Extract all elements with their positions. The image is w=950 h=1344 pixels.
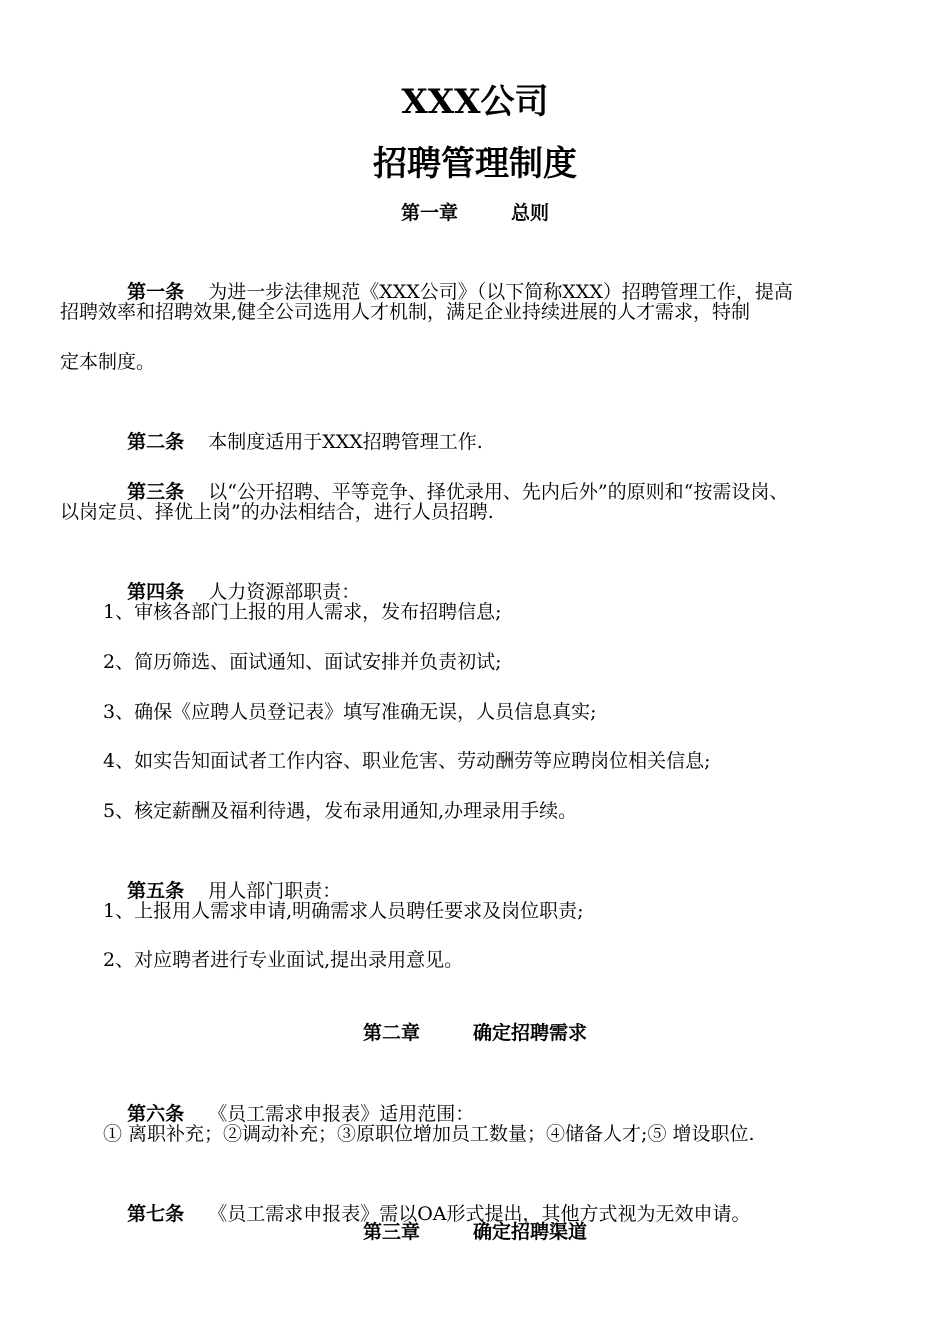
list-item: ① 离职补充；②调动补充；③原职位增加员工数量；④储备人才;⑤ 增设职位. (103, 1123, 755, 1145)
article-label: 第六条 (127, 1103, 185, 1125)
article-label: 第七条 (127, 1203, 185, 1225)
chapter-heading: 第三章 确定招聘渠道 (363, 1221, 587, 1243)
article-text: 用人部门职责： (208, 880, 342, 902)
list-item: 2、简历筛选、面试通知、面试安排并负责初试; (103, 651, 502, 673)
article-text: 本制度适用于XXX招聘管理工作. (208, 431, 483, 453)
document-title: 招聘管理制度 (373, 144, 577, 184)
article-label: 第三条 (127, 481, 185, 503)
article-label: 第二条 (127, 431, 185, 453)
article-text: 《员工需求申报表》适用范围： (208, 1103, 475, 1125)
list-item: 3、确保《应聘人员登记表》填写准确无误，人员信息真实; (103, 701, 597, 723)
company-title: XXX公司 (401, 82, 549, 122)
list-item: 1、上报用人需求申请,明确需求人员聘任要求及岗位职责; (103, 900, 584, 922)
article-label: 第四条 (127, 581, 185, 603)
chapter-heading: 第一章 总则 (401, 202, 549, 224)
list-item: 2、对应聘者进行专业面试,提出录用意见。 (103, 949, 464, 971)
list-item: 1、审核各部门上报的用人需求，发布招聘信息; (103, 601, 502, 623)
article-text: 以“公开招聘、平等竞争、择优录用、先内后外”的原则和“按需设岗、 (208, 481, 789, 503)
chapter-heading: 第二章 确定招聘需求 (363, 1022, 587, 1044)
list-item: 5、核定薪酬及福利待遇，发布录用通知,办理录用手续。 (103, 800, 578, 822)
article-label: 第一条 (127, 281, 185, 303)
article-text: 为进一步法律规范《XXX公司》（以下简称XXX）招聘管理工作，提高 (208, 281, 793, 303)
article-text-line: 招聘效率和招聘效果,健全公司选用人才机制，满足企业持续进展的人才需求，特制 (60, 301, 751, 323)
list-item: 4、如实告知面试者工作内容、职业危害、劳动酬劳等应聘岗位相关信息; (103, 750, 711, 772)
article-text: 《员工需求申报表》需以OA形式提出，其他方式视为无效申请。 (208, 1203, 751, 1225)
article-text: 人力资源部职责： (208, 581, 361, 603)
article-text-line: 以岗定员、择优上岗”的办法相结合，进行人员招聘. (60, 501, 494, 523)
article-label: 第五条 (127, 880, 185, 902)
article-text-line: 定本制度。 (60, 351, 156, 373)
